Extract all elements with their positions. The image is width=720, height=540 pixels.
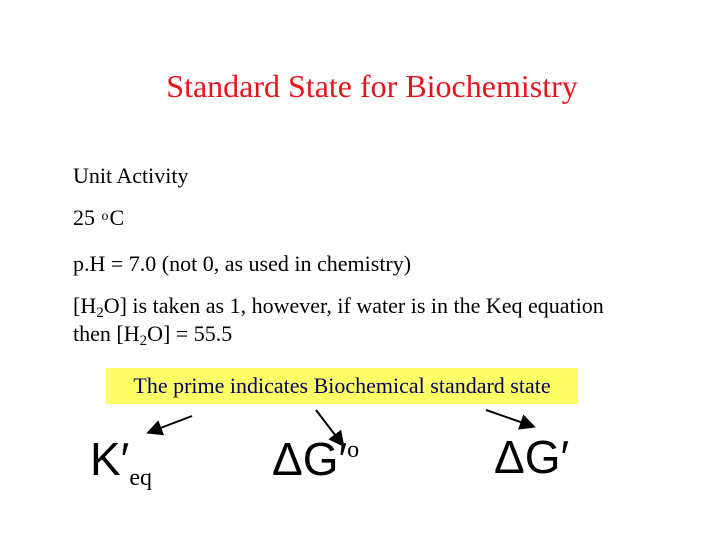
temperature-unit: C <box>109 205 125 230</box>
temperature-value: 25 <box>73 205 95 230</box>
water-line-1-post: O] is taken as 1, however, if water is in the Keq equation <box>103 293 604 318</box>
k-subscript: eq <box>129 465 152 491</box>
water-line-2-pre: then [H <box>73 321 140 346</box>
water-line-2-post: O] = 55.5 <box>147 321 233 346</box>
k-symbol: K′ <box>90 433 130 485</box>
slide-title: Standard State for Biochemistry <box>166 68 578 104</box>
dg1-superscript: o <box>347 437 360 463</box>
water-line-1-pre: [H <box>73 293 97 318</box>
k-eq-symbol <box>90 433 152 491</box>
arrow-to-k <box>150 416 192 432</box>
prime-note-box: The prime indicates Biochemical standard state <box>106 368 578 404</box>
dg1-symbol: ΔG′ <box>272 433 348 485</box>
arrow-to-dg2 <box>486 410 532 426</box>
delta-g-prime-symbol: ΔG′ <box>494 431 570 483</box>
water-subscript-2: 2 <box>139 333 148 349</box>
delta-g-prime-naught-symbol <box>272 433 360 485</box>
unit-activity-line: Unit Activity <box>73 163 189 188</box>
water-subscript: 2 <box>96 305 104 321</box>
degree-symbol: o <box>101 209 109 224</box>
ph-line: p.H = 7.0 (not 0, as used in chemistry) <box>73 251 412 276</box>
